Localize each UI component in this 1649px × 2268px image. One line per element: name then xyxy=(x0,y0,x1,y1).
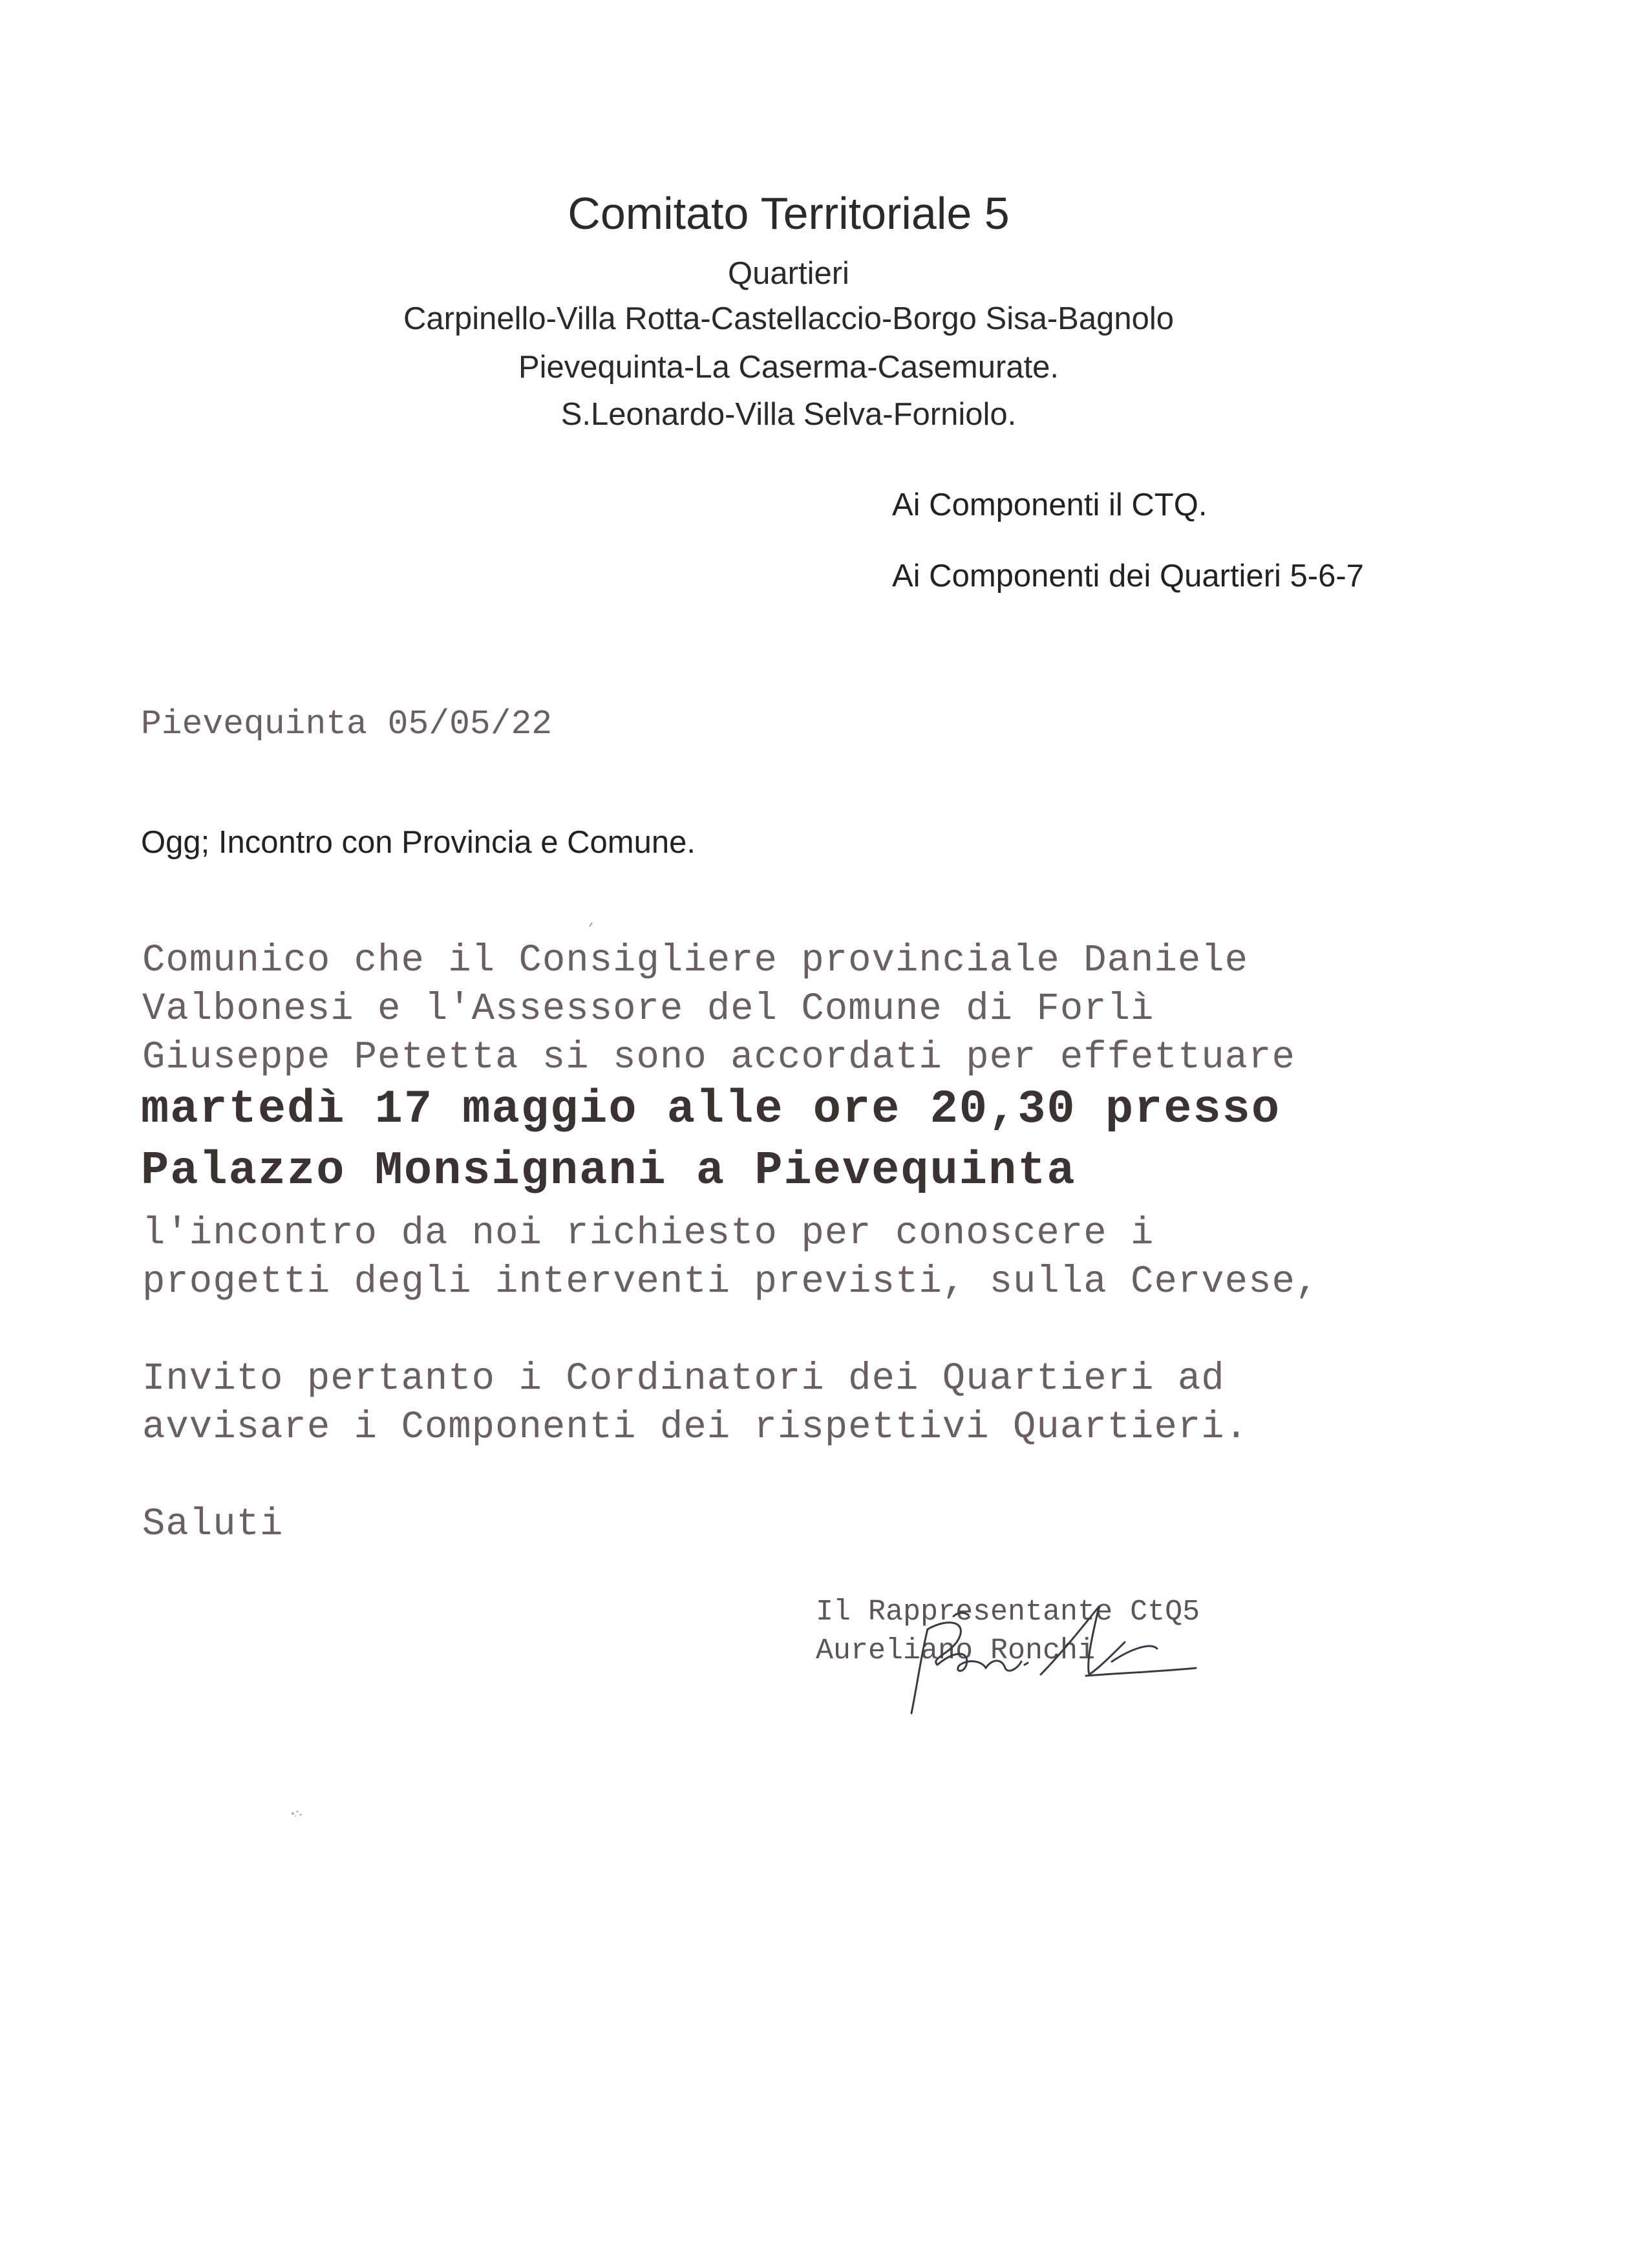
meeting-location: Palazzo Monsignani a Pievequinta xyxy=(141,1144,1076,1197)
header-quartieri: Quartieri xyxy=(728,256,849,291)
body-line-4: l'incontro da noi richiesto per conoscere i xyxy=(142,1212,1154,1255)
signer-role: Il Rappresentante CtQ5 xyxy=(816,1596,1200,1629)
handwritten-signature xyxy=(892,1603,1202,1720)
recipient-ctq: Ai Componenti il CTQ. xyxy=(892,487,1207,522)
body-line-3: Giuseppe Petetta si sono accordati per effettuare xyxy=(142,1036,1295,1079)
subject-line: Ogg; Incontro con Provincia e Comune. xyxy=(141,825,696,860)
header-districts-line-2: Pievequinta-La Caserma-Casemurate. xyxy=(518,350,1059,385)
header-districts-line-1: Carpinello-Villa Rotta-Castellaccio-Borgo Sisa-Bagnolo xyxy=(403,301,1174,336)
committee-title: Comitato Territoriale 5 xyxy=(568,188,1010,239)
body-line-7: avvisare i Componenti dei rispettivi Quartieri. xyxy=(142,1406,1249,1449)
header-districts-line-3: S.Leonardo-Villa Selva-Forniolo. xyxy=(560,397,1017,432)
place-date: Pievequinta 05/05/22 xyxy=(141,705,553,744)
recipient-quartieri: Ai Componenti dei Quartieri 5-6-7 xyxy=(892,559,1364,594)
signer-name: Aureliano Ronchi xyxy=(816,1634,1096,1667)
body-line-6: Invito pertanto i Cordinatori dei Quartieri ad xyxy=(142,1357,1225,1400)
body-line-2: Valbonesi e l'Assessore del Comune di Forlì xyxy=(142,987,1154,1031)
paper-speck xyxy=(288,1807,307,1820)
body-line-1: Comunico che il Consigliere provinciale Daniele xyxy=(142,939,1249,982)
body-line-5: progetti degli interventi previsti, sulla Cervese, xyxy=(142,1260,1319,1303)
meeting-date-time: martedì 17 maggio alle ore 20,30 presso xyxy=(141,1083,1281,1136)
ink-mark xyxy=(588,921,595,928)
closing-greeting: Saluti xyxy=(142,1503,284,1546)
